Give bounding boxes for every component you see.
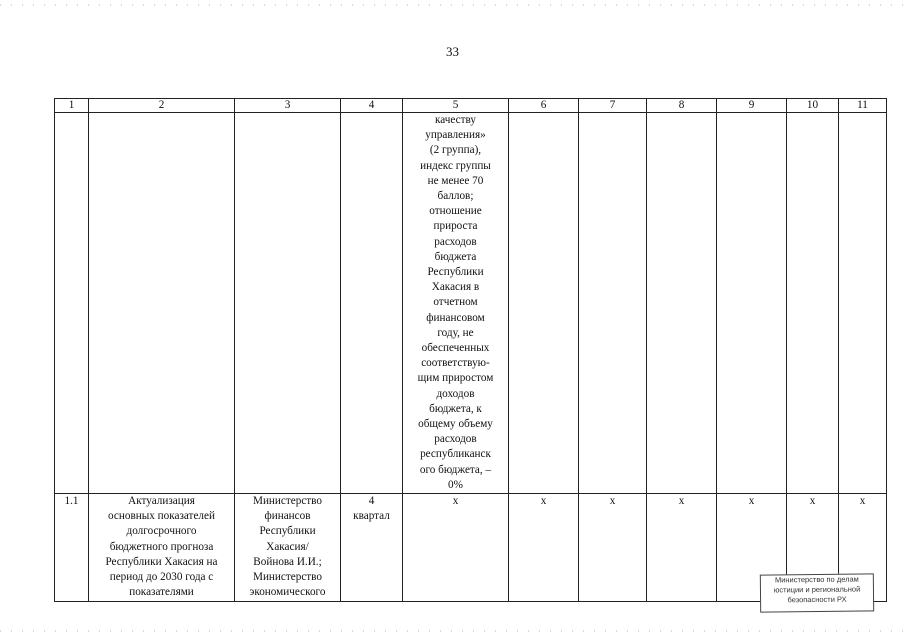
cell-col-7: x <box>579 494 647 601</box>
header-col-7: 7 <box>579 99 647 113</box>
header-row <box>55 99 887 113</box>
page-number: 33 <box>446 44 459 59</box>
header-col-8: 8 <box>647 99 717 113</box>
document-table <box>54 98 887 602</box>
cell-empty <box>787 113 839 494</box>
header-col-9: 9 <box>717 99 787 113</box>
header-col-2: 2 <box>89 99 235 113</box>
cell-executor: Министерство финансов Республики Хакасия/ Войнова И.И.; Министерство экономического <box>235 494 341 601</box>
cell-empty <box>55 113 89 494</box>
cell-col-9: x <box>717 494 787 601</box>
cell-col-8: x <box>647 494 717 601</box>
header-col-1: 1 <box>55 99 89 113</box>
scan-noise-top <box>0 4 905 6</box>
cell-empty <box>89 113 235 494</box>
table-row-continuation <box>55 113 887 494</box>
cell-empty <box>341 113 403 494</box>
header-col-6: 6 <box>509 99 579 113</box>
cell-indicator-text: качеству управления» (2 группа), индекс группы не менее 70 баллов; отношение прироста расходов бюджета Республики Хакасия в отчетном финансовом году, не обеспеченных соответствую- щим приростом доходов бюджета, к общему объему расходов республиканск ого бюджета, – 0% <box>403 113 509 494</box>
header-col-4: 4 <box>341 99 403 113</box>
cell-term: 4 квартал <box>341 494 403 601</box>
cell-empty <box>647 113 717 494</box>
ministry-stamp: Министерство по делам юстиции и региональной безопасности РХ <box>760 573 874 612</box>
cell-col-11: x <box>839 494 887 601</box>
cell-col-10: x <box>787 494 839 601</box>
scan-noise-bottom <box>0 630 905 632</box>
cell-empty <box>509 113 579 494</box>
header-col-5: 5 <box>403 99 509 113</box>
cell-empty <box>235 113 341 494</box>
cell-empty <box>579 113 647 494</box>
cell-empty <box>839 113 887 494</box>
cell-row-number: 1.1 <box>55 494 89 601</box>
cell-col-6: x <box>509 494 579 601</box>
header-col-10: 10 <box>787 99 839 113</box>
cell-col-5: x <box>403 494 509 601</box>
header-col-11: 11 <box>839 99 887 113</box>
cell-empty <box>717 113 787 494</box>
cell-activity-name: Актуализация основных показателей долгосрочного бюджетного прогноза Республики Хакасия на период до 2030 года с показателями <box>89 494 235 601</box>
header-col-3: 3 <box>235 99 341 113</box>
